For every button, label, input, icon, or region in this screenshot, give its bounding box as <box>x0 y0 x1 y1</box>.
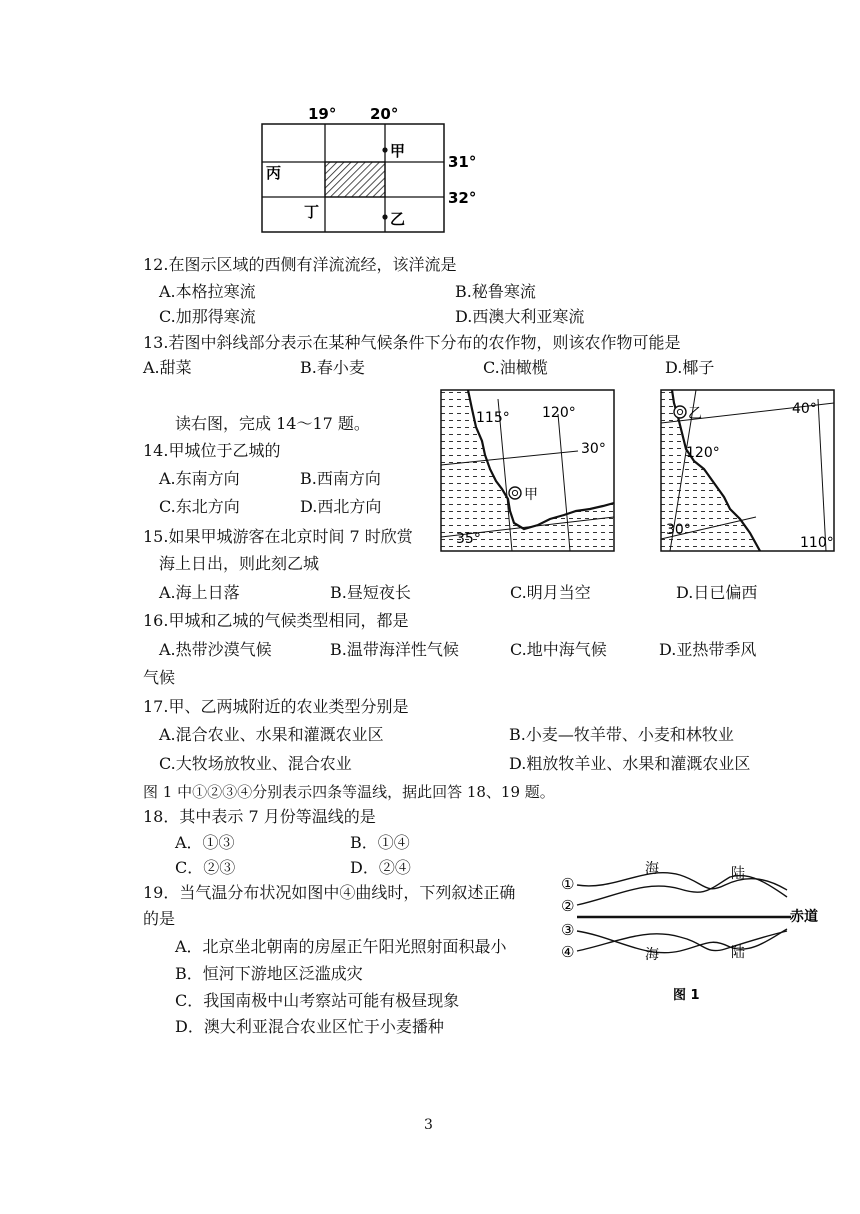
q15-stem-line1: 15.如果甲城游客在北京时间 7 时欣赏 <box>143 527 413 546</box>
intro-18-19: 图 1 中①②③④分别表示四条等温线，据此回答 18、19 题。 <box>143 783 555 801</box>
q17-option-c: C.大牧场放牧业、混合农业 <box>159 754 352 773</box>
q19-stem-line1: 19．当气温分布状况如图中④曲线时，下列叙述正确 <box>143 883 516 902</box>
q14-stem: 14.甲城位于乙城的 <box>143 441 281 460</box>
q12-option-a: A.本格拉寒流 <box>159 282 256 301</box>
lat-label-32: 32° <box>448 189 477 207</box>
hatched-crop-area <box>325 162 385 197</box>
place-ding: 丁 <box>304 203 320 221</box>
q19-option-c: C．我国南极中山考察站可能有极昼现象 <box>175 991 460 1010</box>
q18-option-a: A．①③ <box>175 833 235 852</box>
q15-option-b: B.昼短夜长 <box>330 583 411 602</box>
map-right-lat-30: 30° <box>666 522 691 538</box>
isotherm-3 <box>577 929 787 953</box>
map-left-lon-120: 120° <box>542 405 576 421</box>
q18-stem: 18．其中表示 7 月份等温线的是 <box>143 807 376 826</box>
city-yi-marker <box>674 406 686 418</box>
q15-option-a: A.海上日落 <box>159 583 240 602</box>
map-right <box>660 389 836 552</box>
lat-label-31: 31° <box>448 153 477 171</box>
q14-option-d: D.西北方向 <box>300 497 382 516</box>
q15-option-d: D.日已偏西 <box>676 583 758 602</box>
lon-label-19: 19° <box>308 105 337 123</box>
map-left <box>440 389 615 552</box>
q12-option-d: D.西澳大利亚寒流 <box>455 307 585 326</box>
q13-option-d: D.椰子 <box>665 358 715 377</box>
city-jia-marker <box>509 487 521 499</box>
q19-option-b: B．恒河下游地区泛滥成灾 <box>175 964 363 983</box>
page-number: 3 <box>424 1117 433 1133</box>
q14-option-c: C.东北方向 <box>159 497 240 516</box>
q17-option-d: D.粗放牧羊业、水果和灌溉农业区 <box>509 754 751 773</box>
fig1-top-sea: 海 <box>645 861 659 877</box>
map-left-lat-35: 35° <box>456 531 481 547</box>
fig1-label-2: ② <box>561 897 575 915</box>
fig1-label-3: ③ <box>561 921 575 939</box>
q12-option-b: B.秘鲁寒流 <box>455 282 536 301</box>
q13-option-b: B.春小麦 <box>300 358 365 377</box>
q17-option-b: B.小麦—牧羊带、小麦和林牧业 <box>509 725 734 744</box>
q16-option-b: B.温带海洋性气候 <box>330 640 459 659</box>
q13-option-a: A.甜菜 <box>143 358 192 377</box>
fig1-bottom-land: 陆 <box>731 945 745 961</box>
q17-stem: 17.甲、乙两城附近的农业类型分别是 <box>143 697 409 716</box>
map-left-lat-30: 30° <box>581 441 606 457</box>
figure-1-isotherms <box>555 855 825 1005</box>
q16-option-d: D.亚热带季风 <box>659 640 757 659</box>
q14-option-a: A.东南方向 <box>159 469 240 488</box>
lon-label-20: 20° <box>370 105 399 123</box>
map-right-lon-120: 120° <box>686 445 720 461</box>
fig1-top-land: 陆 <box>731 866 745 882</box>
isotherm-2 <box>577 876 787 905</box>
q19-option-d: D．澳大利亚混合农业区忙于小麦播种 <box>175 1017 444 1036</box>
isotherm-4 <box>577 931 787 951</box>
q16-option-a: A.热带沙漠气候 <box>159 640 272 659</box>
q15-option-c: C.明月当空 <box>510 583 591 602</box>
q12-stem: 12.在图示区域的西侧有洋流流经，该洋流是 <box>143 255 457 274</box>
fig1-caption: 图 1 <box>673 988 700 1003</box>
place-yi: 乙 <box>390 210 406 228</box>
q13-stem: 13.若图中斜线部分表示在某种气候条件下分布的农作物，则该农作物可能是 <box>143 333 681 352</box>
q18-option-b: B．①④ <box>350 833 410 852</box>
q16-option-c: C.地中海气候 <box>510 640 607 659</box>
city-yi-dot <box>382 214 387 219</box>
q19-stem-line2: 的是 <box>143 909 176 928</box>
place-jia: 甲 <box>390 142 406 160</box>
q12-option-c: C.加那得寒流 <box>159 307 256 326</box>
fig1-bottom-sea: 海 <box>645 947 659 963</box>
q18-option-c: C．②③ <box>175 858 236 877</box>
q17-option-a: A.混合农业、水果和灌溉农业区 <box>159 725 384 744</box>
fig1-label-1: ① <box>561 875 575 893</box>
q16-option-d-wrap: 气候 <box>143 668 176 687</box>
fig1-label-4: ④ <box>561 943 575 961</box>
q13-option-c: C.油橄榄 <box>483 358 548 377</box>
map-left-city-jia: 甲 <box>524 487 538 503</box>
q14-option-b: B.西南方向 <box>300 469 381 488</box>
intro-14-17: 读右图，完成 14～17 题。 <box>175 414 370 433</box>
map-right-lat-40: 40° <box>792 401 817 417</box>
grid-map <box>250 100 477 240</box>
q19-option-a: A．北京坐北朝南的房屋正午阳光照射面积最小 <box>175 937 507 956</box>
map-right-city-yi: 乙 <box>688 406 702 422</box>
fig1-equator-label: 赤道 <box>790 909 818 925</box>
q18-option-d: D．②④ <box>350 858 411 877</box>
place-bing: 丙 <box>266 164 282 182</box>
isotherm-1 <box>577 873 787 890</box>
map-left-lon-115: 115° <box>476 410 510 426</box>
map-right-lon-110: 110° <box>800 535 834 551</box>
q15-stem-line2: 海上日出，则此刻乙城 <box>159 554 320 573</box>
q16-stem: 16.甲城和乙城的气候类型相同，都是 <box>143 611 409 630</box>
city-jia-dot <box>382 147 387 152</box>
